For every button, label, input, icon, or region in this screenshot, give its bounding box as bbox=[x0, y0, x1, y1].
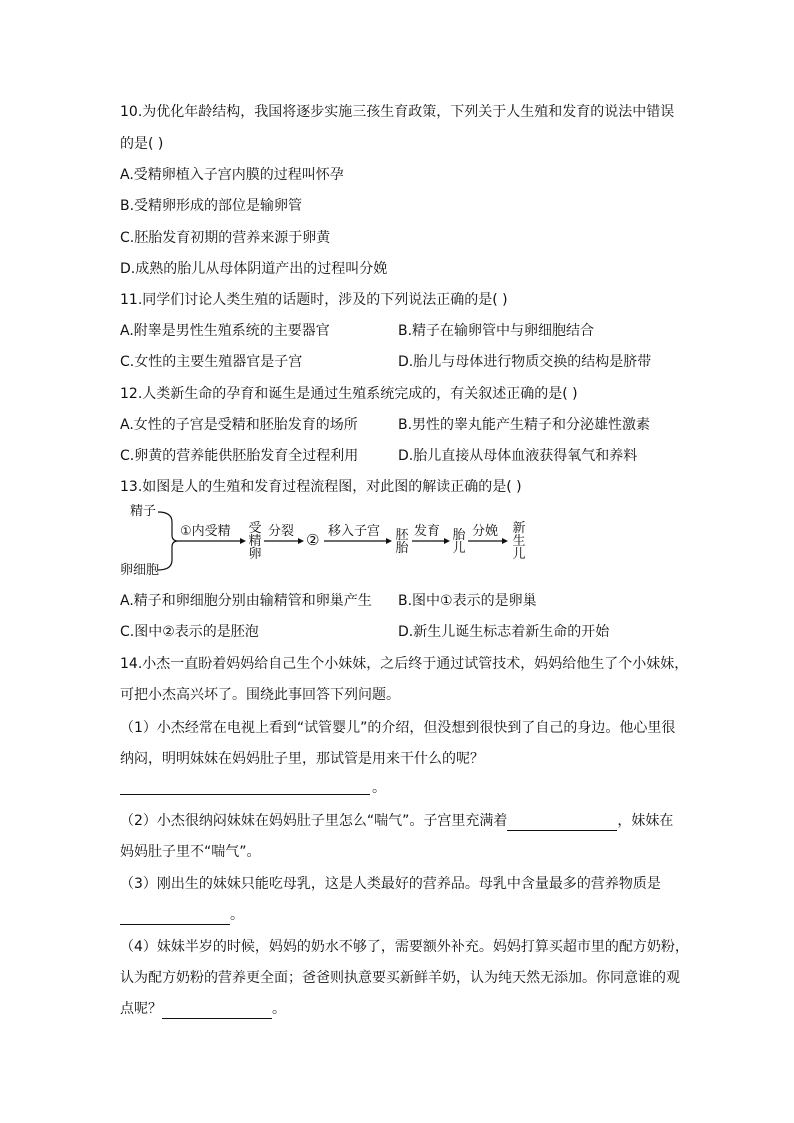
develop-label: 发育 bbox=[414, 524, 441, 539]
q14-part1-line1: （1）小杰经常在电视上看到“试管婴儿”的介绍，但没想到很快到了自己的身边。他心里很 bbox=[120, 720, 676, 736]
newborn-label: 新生儿 bbox=[512, 521, 526, 562]
q14-part4-text: 点呢？ bbox=[120, 1001, 162, 1017]
q14-part4-line2: 认为配方奶粉的营养更全面；爸爸则执意要买新鲜羊奶，认为纯天然无添加。你同意谁的观 bbox=[120, 970, 680, 986]
q10-option-a: A.受精卵植入子宫内膜的过程叫怀孕 bbox=[120, 167, 344, 183]
q12-option-d: D.胎儿直接从母体血液获得氧气和养料 bbox=[398, 448, 638, 464]
fertilization-label: ①内受精 bbox=[180, 524, 231, 539]
q11-option-c: C.女性的主要生殖器官是子宫 bbox=[120, 354, 303, 370]
q14-part3-end: 。 bbox=[230, 907, 244, 923]
q12-stem: 12.人类新生命的孕育和诞生是通过生殖系统完成的，有关叙述正确的是( ) bbox=[120, 386, 578, 402]
q12-option-b: B.男性的睾丸能产生精子和分泌雄性激素 bbox=[398, 417, 651, 433]
birth-label: 分娩 bbox=[472, 524, 499, 539]
q11-option-d: D.胎儿与母体进行物质交换的结构是脐带 bbox=[398, 354, 652, 370]
q10-option-b: B.受精卵形成的部位是输卵管 bbox=[120, 198, 303, 214]
flow-arrows bbox=[118, 500, 538, 582]
sperm-label: 精子 bbox=[130, 504, 157, 519]
arrow-head-5 bbox=[502, 538, 508, 544]
q14-part2-text-a: （2）小杰很纳闷妹妹在妈妈肚子里怎么“喘气”。子宫里充满着 bbox=[120, 813, 508, 829]
q10-stem-line1: 10.为优化年龄结构，我国将逐步实施三孩生育政策，下列关于人生殖和发育的说法中错误 bbox=[120, 104, 675, 120]
q13-option-c: C.图中②表示的是胚泡 bbox=[120, 624, 259, 640]
q14-stem-line1: 14.小杰一直盼着妈妈给自己生个小妹妹，之后终于通过试管技术，妈妈给他生了个小妹妹， bbox=[120, 656, 689, 672]
q10-option-d: D.成熟的胎儿从母体阴道产出的过程叫分娩 bbox=[120, 261, 388, 277]
zygote-label: 受精卵 bbox=[248, 521, 262, 562]
arrow-head-2 bbox=[298, 538, 304, 544]
q10-option-c: C.胚胎发育初期的营养来源于卵黄 bbox=[120, 230, 331, 246]
q14-part1-answer-line[interactable] bbox=[120, 794, 370, 795]
q14-part4-line3 bbox=[120, 999, 286, 1019]
arrow-head-1 bbox=[240, 538, 246, 544]
q12-option-c: C.卵黄的营养能供胚胎发育全过程利用 bbox=[120, 448, 359, 464]
q14-part1-end: 。 bbox=[372, 780, 386, 796]
arrow-head-4 bbox=[444, 538, 450, 544]
q11-stem: 11.同学们讨论人类生殖的话题时，涉及的下列说法正确的是( ) bbox=[120, 292, 508, 308]
q13-stem: 13.如图是人的生殖和发育过程流程图，对此图的解读正确的是( ) bbox=[120, 479, 522, 495]
reproduction-flow-diagram bbox=[118, 500, 538, 582]
q14-part2-line1 bbox=[120, 811, 673, 831]
egg-label: 卵细胞 bbox=[120, 563, 160, 578]
q13-option-b: B.图中①表示的是卵巢 bbox=[398, 593, 537, 609]
q14-stem-line2: 可把小杰高兴坏了。围绕此事回答下列问题。 bbox=[120, 687, 400, 703]
q14-part2-answer-blank[interactable] bbox=[507, 814, 617, 831]
q13-option-d: D.新生儿诞生标志着新生命的开始 bbox=[398, 624, 610, 640]
q14-part2-text-b: ，妹妹在 bbox=[617, 813, 674, 829]
merge-bracket bbox=[158, 512, 178, 570]
q11-option-a: A.附睾是男性生殖系统的主要器官 bbox=[120, 323, 330, 339]
division-label: 分裂 bbox=[268, 524, 295, 539]
q13-option-a: A.精子和卵细胞分别由输精管和卵巢产生 bbox=[120, 593, 372, 609]
fetus-label: 胎儿 bbox=[452, 528, 466, 556]
q14-part4-end: 。 bbox=[272, 1001, 286, 1017]
embryo-label: 胚胎 bbox=[395, 528, 409, 556]
q12-option-a: A.女性的子宫是受精和胚胎发育的场所 bbox=[120, 417, 358, 433]
arrow-head-3 bbox=[386, 538, 392, 544]
implant-label: 移入子宫 bbox=[328, 524, 381, 539]
q14-part3-line2 bbox=[120, 905, 244, 925]
q14-part2-line2: 妈妈肚子里不“喘气”。 bbox=[120, 844, 261, 860]
q14-part4-answer-blank[interactable] bbox=[162, 1002, 272, 1019]
q14-part3-line1: （3）刚出生的妹妹只能吃母乳，这是人类最好的营养品。母乳中含量最多的营养物质是 bbox=[120, 876, 661, 892]
q14-part1-line2: 纳闷，明明妹妹在妈妈肚子里，那试管是用来干什么的呢？ bbox=[120, 751, 484, 767]
q14-part3-answer-blank[interactable] bbox=[120, 908, 230, 925]
step2-marker: ② bbox=[306, 531, 320, 549]
q14-part4-line1: （4）妹妹半岁的时候，妈妈的奶水不够了，需要额外补充。妈妈打算买超市里的配方奶粉， bbox=[120, 939, 689, 955]
q10-stem-line2: 的是( ) bbox=[120, 136, 164, 152]
q11-option-b: B.精子在输卵管中与卵细胞结合 bbox=[398, 323, 595, 339]
